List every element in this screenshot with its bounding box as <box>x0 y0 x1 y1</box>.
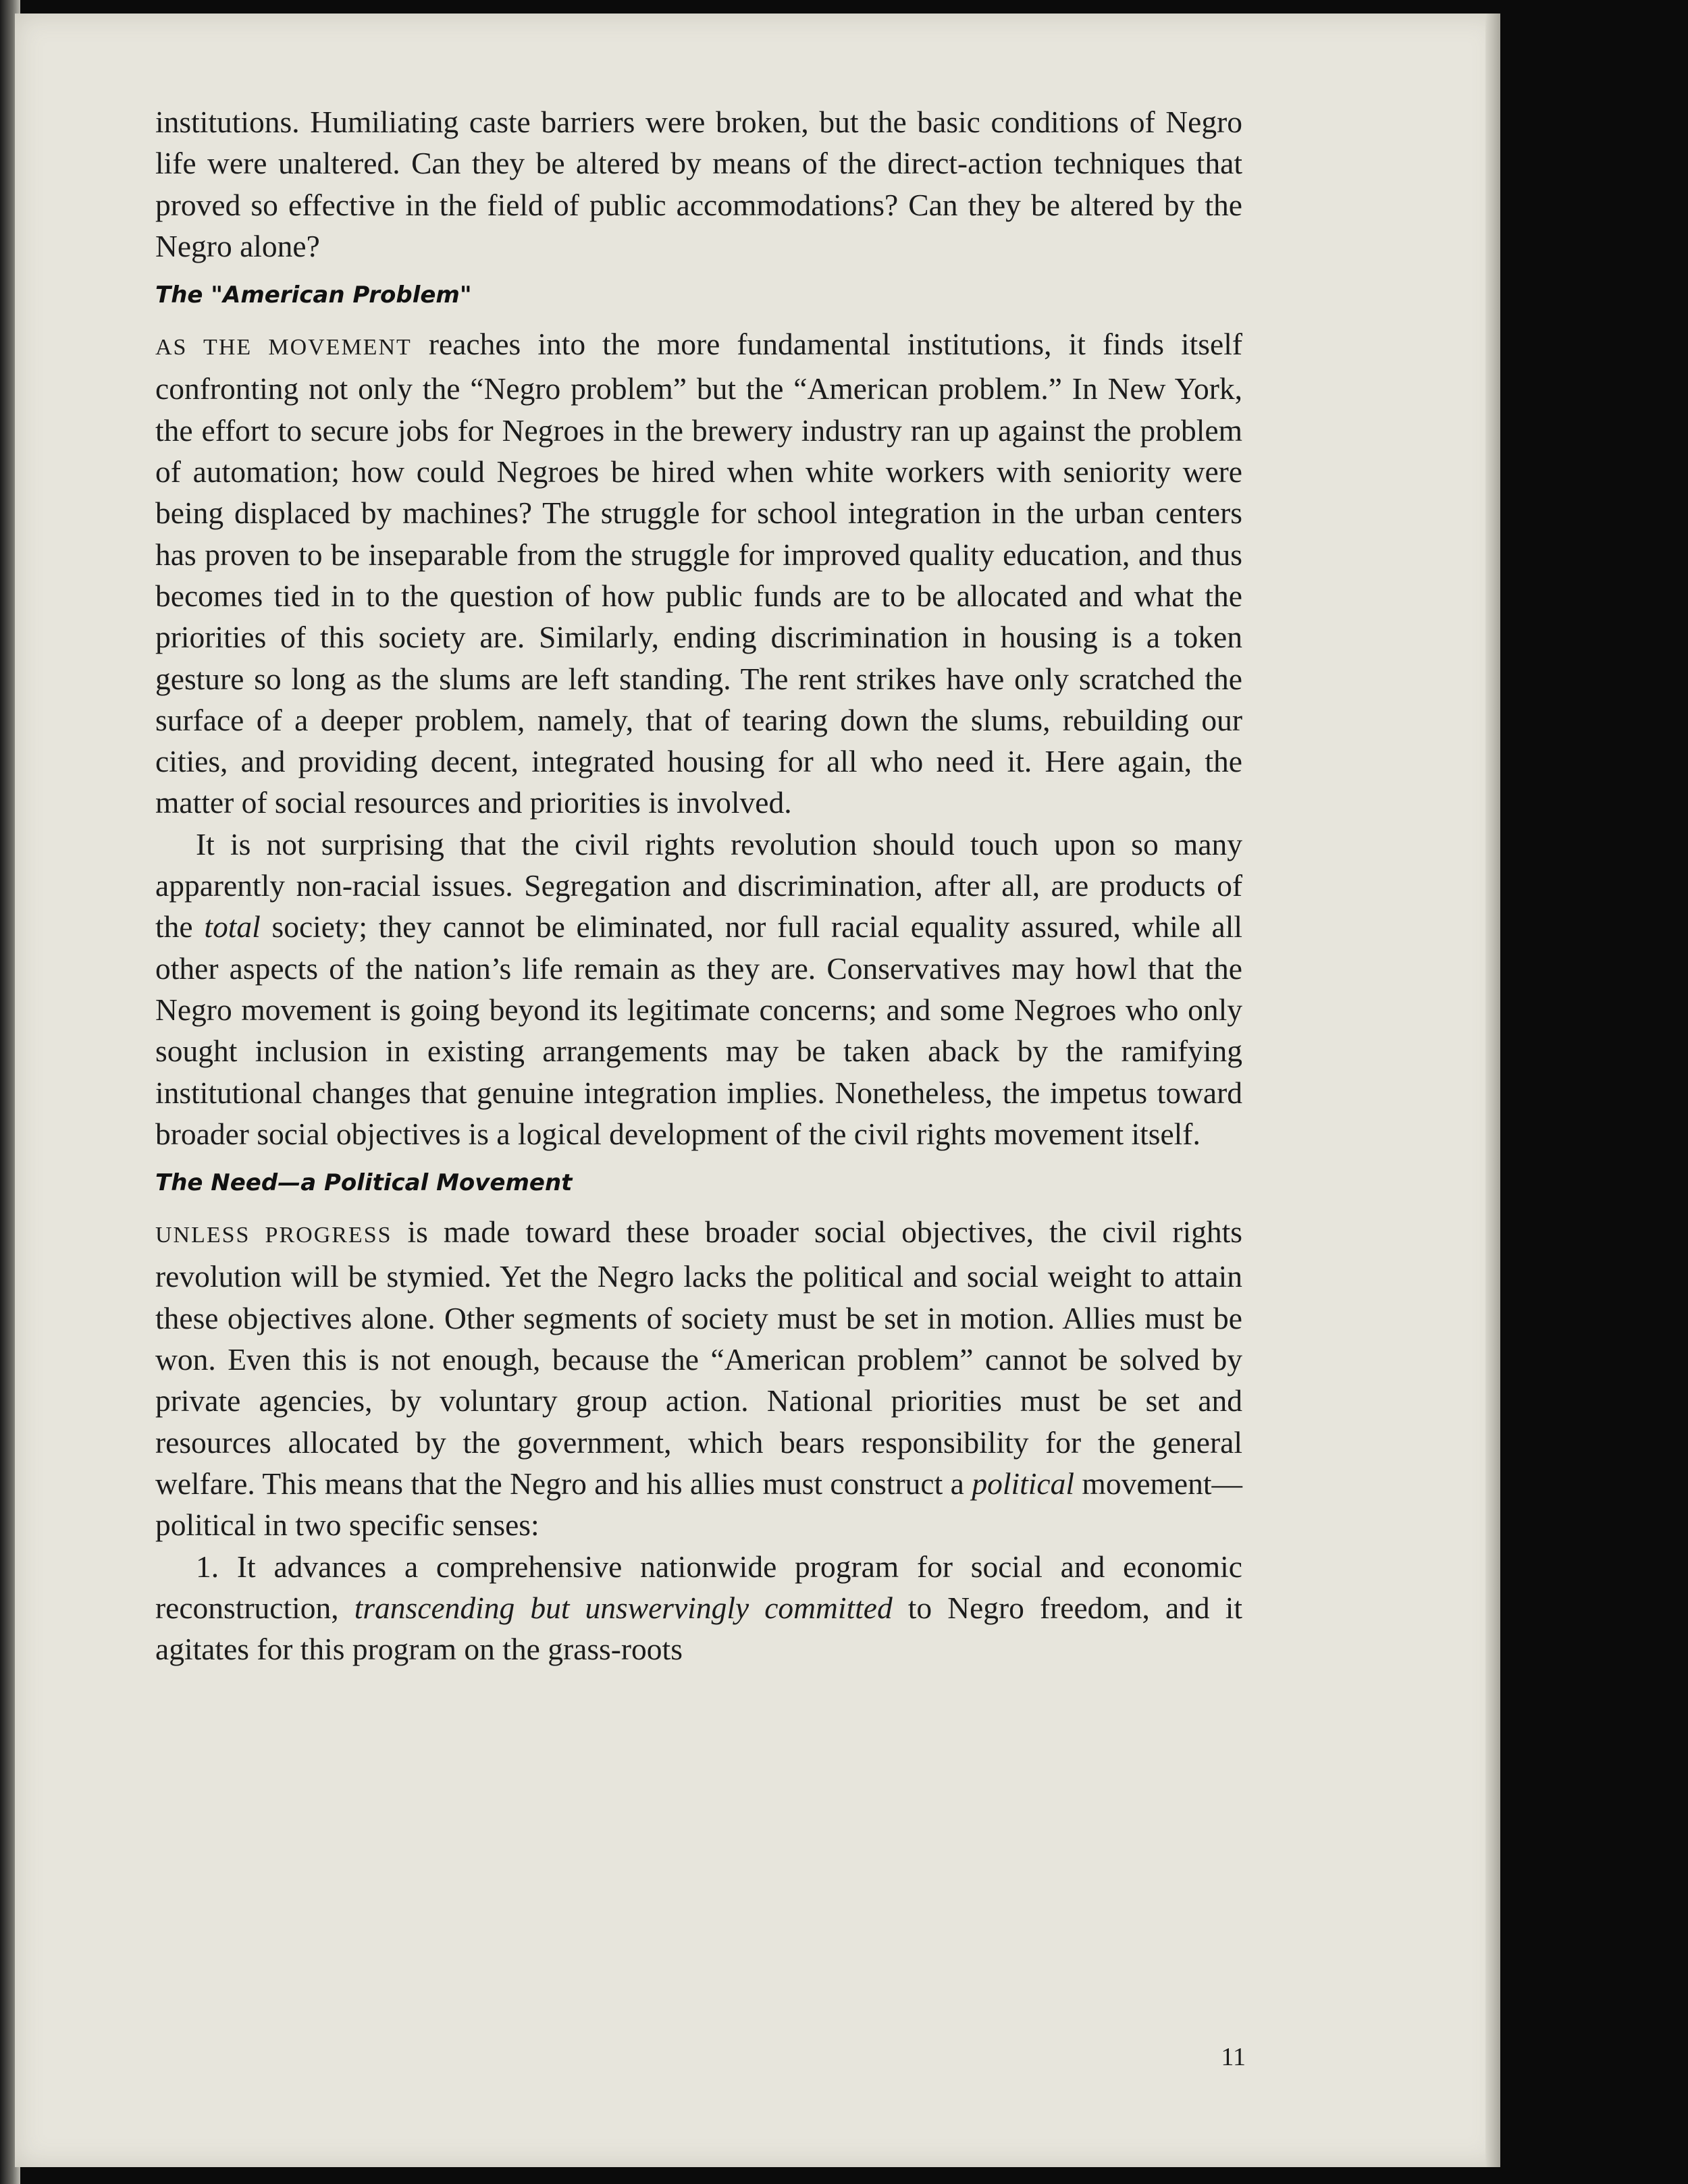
emphasis-total: total <box>204 909 261 944</box>
paragraph-4 <box>155 1211 1242 1545</box>
section-heading-political-movement: The Need—a Political Movement <box>155 1169 573 1197</box>
section-heading-american-problem: The "American Problem" <box>155 282 472 309</box>
paragraph-4-text-b: movement—political in two specific senses: <box>155 1466 1242 1543</box>
list-item-1-text-b: to Negro freedom, and it agitates for this program on the grass-roots <box>155 1590 1242 1667</box>
paragraph-1: institutions. Humiliating caste barriers were broken, but the basic conditions of Negro life were unaltered. Can they be altered by means of the direct-action techniques that proved so effective in the field of public accommodations? Can they be altered by the Negro alone? <box>155 105 1242 263</box>
paragraph-4-text-a: is made toward these broader social objectives, the civil rights revolution will be stymied. Yet the Negro lacks the political and social weight to attain these objectives alone. Other segments of society must be set in motion. Allies must be won. Even this is not enough, because the “American problem” cannot be solved by private agencies, by voluntary group action. National priorities must be set and resources allocated by the government, which bears responsibility for the general welfare. This means that the Negro and his allies must construct a <box>155 1215 1243 1501</box>
list-item-1 <box>155 1546 1242 1670</box>
emphasis-transcending: transcending but unswervingly committed <box>354 1590 893 1625</box>
page-number: 11 <box>1221 2043 1246 2071</box>
paragraph-3 <box>155 824 1242 1154</box>
emphasis-political: political <box>972 1466 1074 1501</box>
small-caps-lead: UNLESS PROGRESS <box>155 1223 392 1248</box>
article-text <box>155 101 1242 1670</box>
small-caps-lead: AS THE MOVEMENT <box>155 335 412 361</box>
list-item-1-text-a: 1. It advances a comprehensive nationwide program for social and economic reconstruction, <box>155 1549 1242 1625</box>
paragraph-3-text-b: society; they cannot be eliminated, nor full racial equality assured, while all other aspects of the nation’s life remain as they are. Conservatives may howl that the Negro movement is going beyond its legitimate concerns; and some Negroes who only sought inclusion in existing arrangements may be taken aback by the ramifying institutional changes that genuine integration implies. Nonetheless, the impetus toward broader social objectives is a logical development of the civil rights movement itself. <box>155 909 1242 1151</box>
paragraph-3-text-a: It is not surprising that the civil rights revolution should touch upon so many apparently non-racial issues. Segregation and discrimination, after all, are products of the <box>155 826 1242 944</box>
paragraph-2 <box>155 323 1242 824</box>
page-edge <box>1485 14 1500 2167</box>
paragraph-2-text: reaches into the more fundamental institutions, it finds itself confronting not only the “Negro problem” but the “American problem.” In New York, the effort to secure jobs for Negroes in the brewery industry ran up against the problem of automation; how could Negroes be hired when white workers with seniority were being displaced by machines? The struggle for school integration in the urban centers has proven to be inseparable from the struggle for improved quality education, and thus becomes tied in to the question of how public funds are to be allocated and what the priorities of this society are. Similarly, ending discrimination in housing is a token gesture so long as the slums are left standing. The rent strikes have only scratched the surface of a deeper problem, namely, that of tearing down the slums, rebuilding our cities, and providing decent, integrated housing for all who need it. Here again, the matter of social resources and priorities is involved. <box>155 327 1243 820</box>
